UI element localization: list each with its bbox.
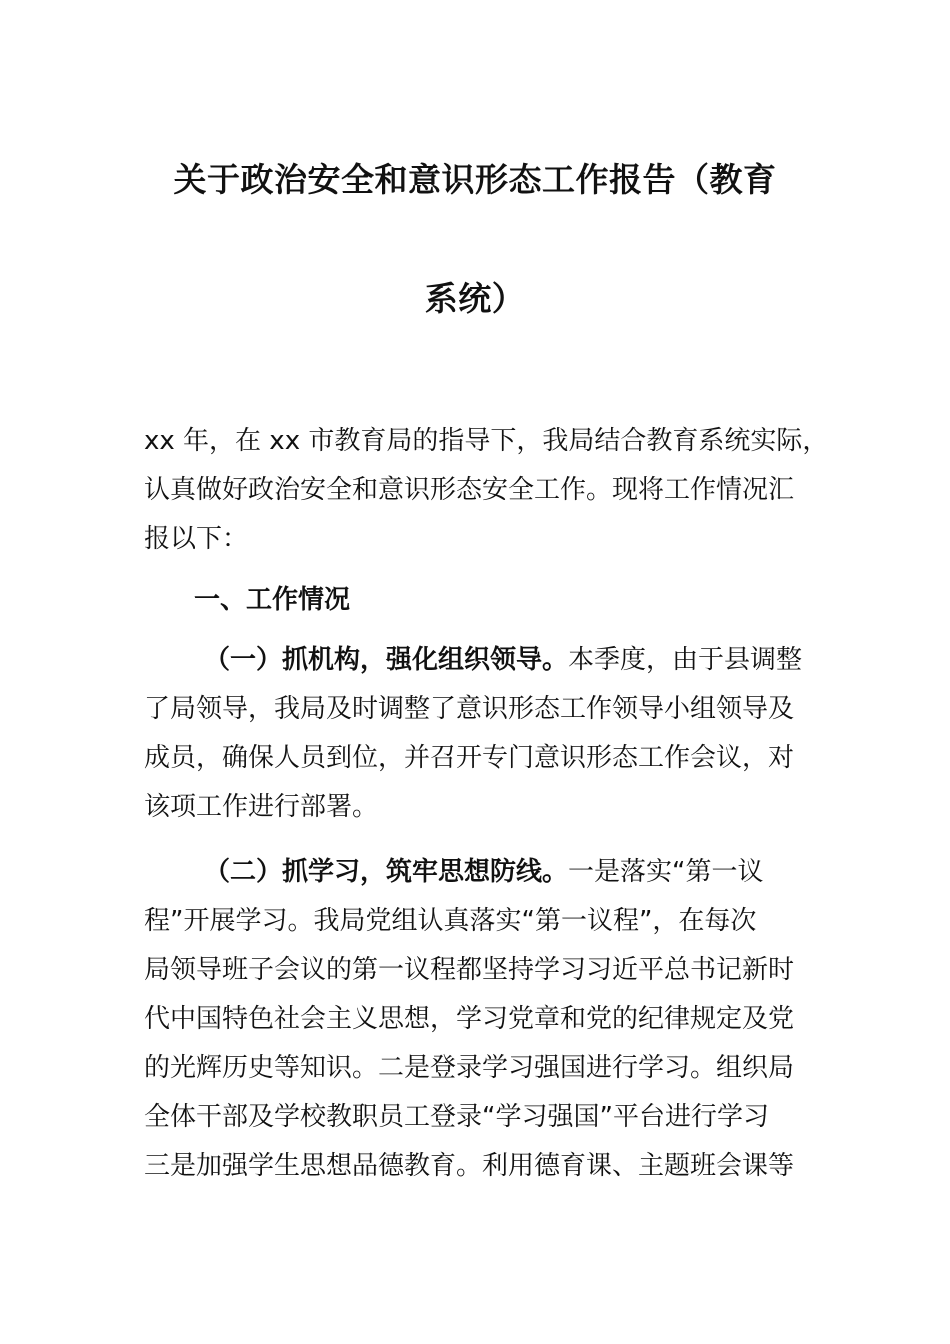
paragraph-study <box>144 848 812 1191</box>
paragraph-line: 的光辉历史等知识。二是登录学习强国进行学习。组织局 <box>144 1053 795 1083</box>
paragraph-line: 了局领导，我局及时调整了意识形态工作领导小组领导及 <box>144 694 795 724</box>
intro-paragraph <box>144 417 829 564</box>
paragraph-lead: （二）抓学习，筑牢思想防线。 <box>204 857 569 887</box>
document-title-line-2: 系统） <box>424 279 526 318</box>
paragraph-text: 一是落实“第一议 <box>568 857 764 887</box>
paragraph-line: 三是加强学生思想品德教育。利用德育课、主题班会课等 <box>144 1151 795 1181</box>
paragraph-lead: （一）抓机构，强化组织领导。 <box>204 645 569 675</box>
paragraph-line: 该项工作进行部署。 <box>144 792 379 822</box>
paragraph-line: 代中国特色社会主义思想，学习党章和党的纪律规定及党 <box>144 1004 795 1034</box>
paragraph-first-line <box>144 848 812 897</box>
intro-line: 认真做好政治安全和意识形态安全工作。现将工作情况汇 <box>144 475 795 505</box>
document-title-line-1: 关于政治安全和意识形态工作报告（教育 <box>173 160 777 199</box>
intro-line: 报以下： <box>144 524 249 554</box>
paragraph-line: 局领导班子会议的第一议程都坚持学习习近平总书记新时 <box>144 955 795 985</box>
paragraph-first-line <box>144 636 812 685</box>
paragraph-line: 成员，确保人员到位，并召开专门意识形态工作会议，对 <box>144 743 795 773</box>
paragraph-text: 本季度，由于县调整 <box>568 645 803 675</box>
intro-line: xx 年，在 xx 市教育局的指导下，我局结合教育系统实际， <box>144 426 829 456</box>
section-heading: 一、工作情况 <box>194 585 351 615</box>
paragraph-line: 全体干部及学校教职员工登录“学习强国”平台进行学习 <box>144 1102 769 1132</box>
paragraph-line: 程”开展学习。我局党组认真落实“第一议程”，在每次 <box>144 906 757 936</box>
paragraph-organization <box>144 636 812 832</box>
